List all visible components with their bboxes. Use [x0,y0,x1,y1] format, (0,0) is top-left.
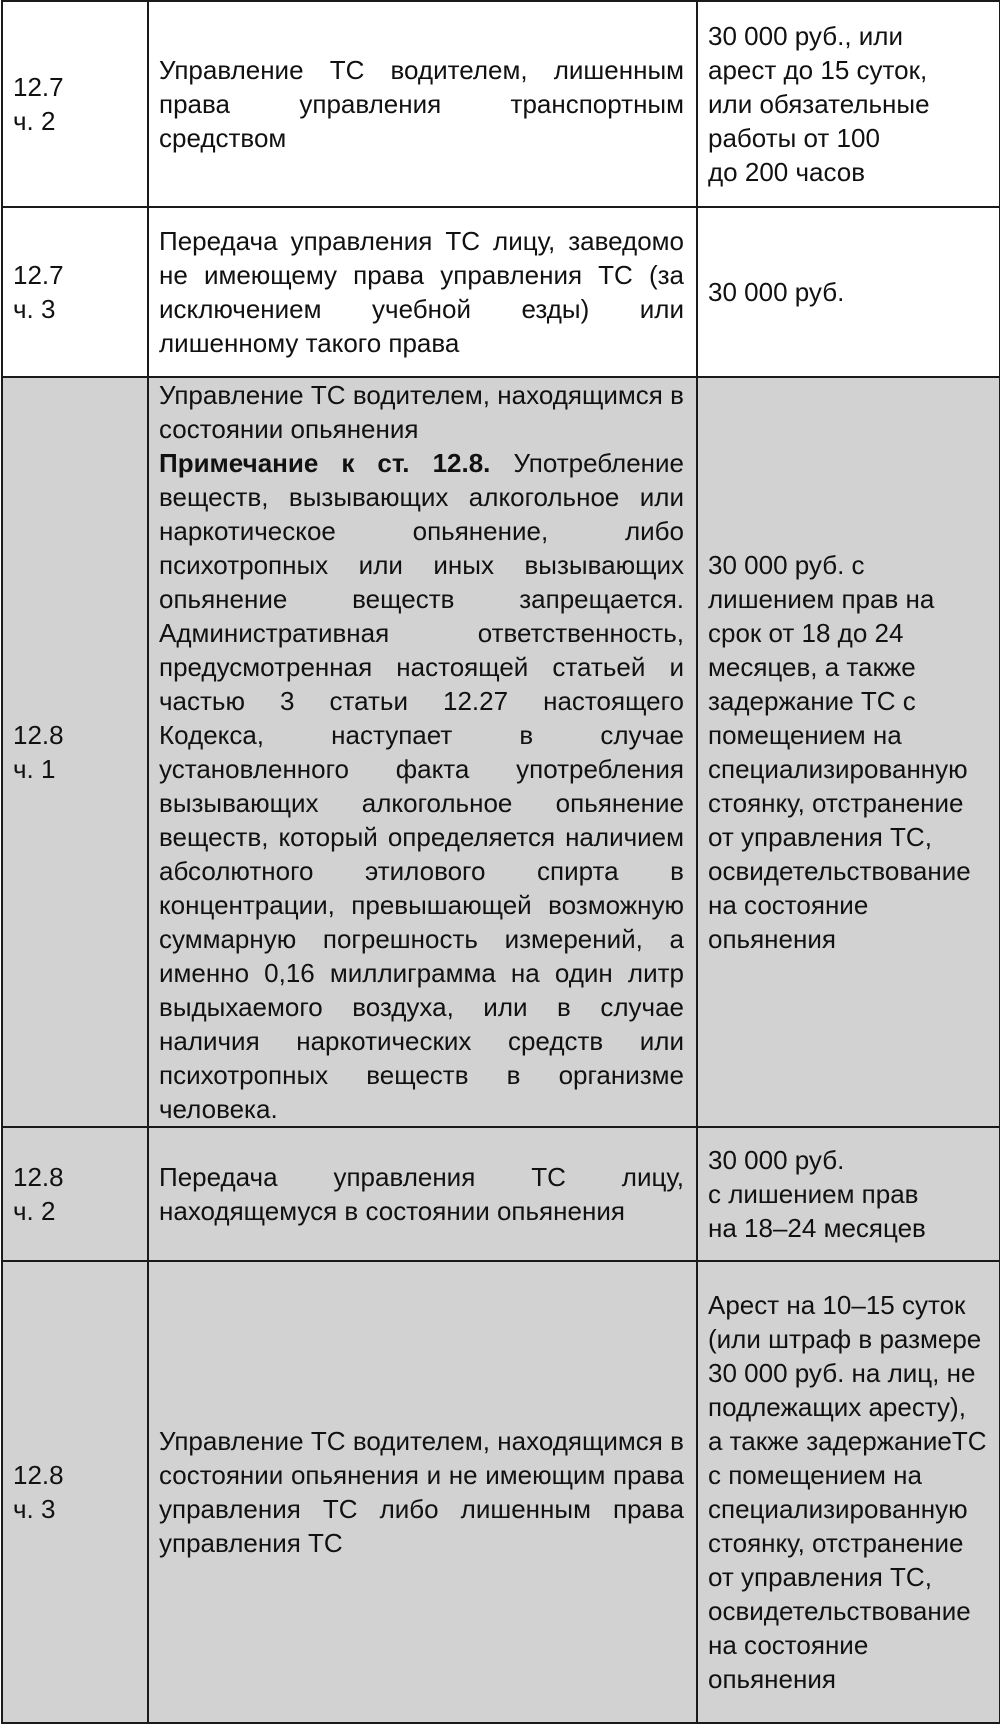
penalty-line: на 18–24 месяцев [708,1213,926,1243]
note-text: Употребление веществ, вызывающих алкогольное или наркотическое опьянение, либо психотропных или иных вызывающих опьянение веществ запрещается. Административная ответственность, предусмотренная настоящей статьей и частью 3 статьи 12.27 настоящего Кодекса, наступает в случае установленного факта употребления вызывающих алкогольное опьянение веществ, который определяется наличием абсолютного этилового спирта в концентрации, превышающей возможную суммарную погрешность измерений, а именно 0,16 миллиграмма на один литр выдыхаемого воздуха, или в случае наличия наркотических средств или психотропных веществ в организме человека. [159,448,684,1124]
penalty-cell [697,207,1000,377]
article-part: ч. 3 [13,1494,56,1524]
note-title: Примечание к ст. 12.8. [159,448,491,478]
article-cell [2,1127,148,1261]
article-part: ч. 3 [13,294,56,324]
article-cell [2,1261,148,1723]
article-number: 12.7 [13,72,64,102]
penalty-line: с лишением прав [708,1179,919,1209]
offense-text: Управление ТС водителем, находящимся в состоянии опьянения [159,380,684,444]
penalty-cell [697,1,1000,207]
article-cell [2,1,148,207]
offense-cell: Управление ТС водителем, лишенным права управления транспортным средством [148,1,697,207]
penalty-line: или обязательные [708,89,930,119]
penalties-table [1,0,1000,1724]
article-cell [2,207,148,377]
table-row [2,1261,1000,1723]
table-row [2,1,1000,207]
article-part: ч. 2 [13,1196,56,1226]
offense-cell: Управление ТС водителем, находящимся в состоянии опьянения и не имеющим права управления ТС либо лишенным права управления ТС [148,1261,697,1723]
penalty-line: 30 000 руб. [708,277,845,307]
article-number: 12.7 [13,260,64,290]
table-row [2,1127,1000,1261]
article-cell [2,377,148,1127]
offense-cell: Передача управления ТС лицу, заведомо не имеющему права управления ТС (за исключением учебной езды) или лишенному такого права [148,207,697,377]
article-part: ч. 1 [13,754,56,784]
penalty-line: до 200 часов [708,157,866,187]
article-number: 12.8 [13,1162,64,1192]
note-block [159,448,684,1124]
penalty-cell: Арест на 10–15 суток (или штраф в размере 30 000 руб. на лиц, не подлежащих аресту), а также задержаниеТС с помещением на специализированную стоянку, отстранение от управления ТС, освидетельствование на состояние опьянения [697,1261,1000,1723]
table-row [2,377,1000,1127]
article-part: ч. 2 [13,106,56,136]
penalty-cell: 30 000 руб. с лишением прав на срок от 18 до 24 месяцев, а также задержание ТС с помещением на специализированную стоянку, отстранение от управления ТС, освидетельствование на состояние опьянения [697,377,1000,1127]
article-number: 12.8 [13,1460,64,1490]
penalty-line: 30 000 руб., или [708,21,903,51]
penalty-line: работы от 100 [708,123,880,153]
offense-cell [148,377,697,1127]
penalty-line: арест до 15 суток, [708,55,928,85]
table-row [2,207,1000,377]
penalty-line: 30 000 руб. [708,1145,845,1175]
penalty-cell [697,1127,1000,1261]
offense-cell: Передача управления ТС лицу, находящемуся в состоянии опьянения [148,1127,697,1261]
article-number: 12.8 [13,720,64,750]
